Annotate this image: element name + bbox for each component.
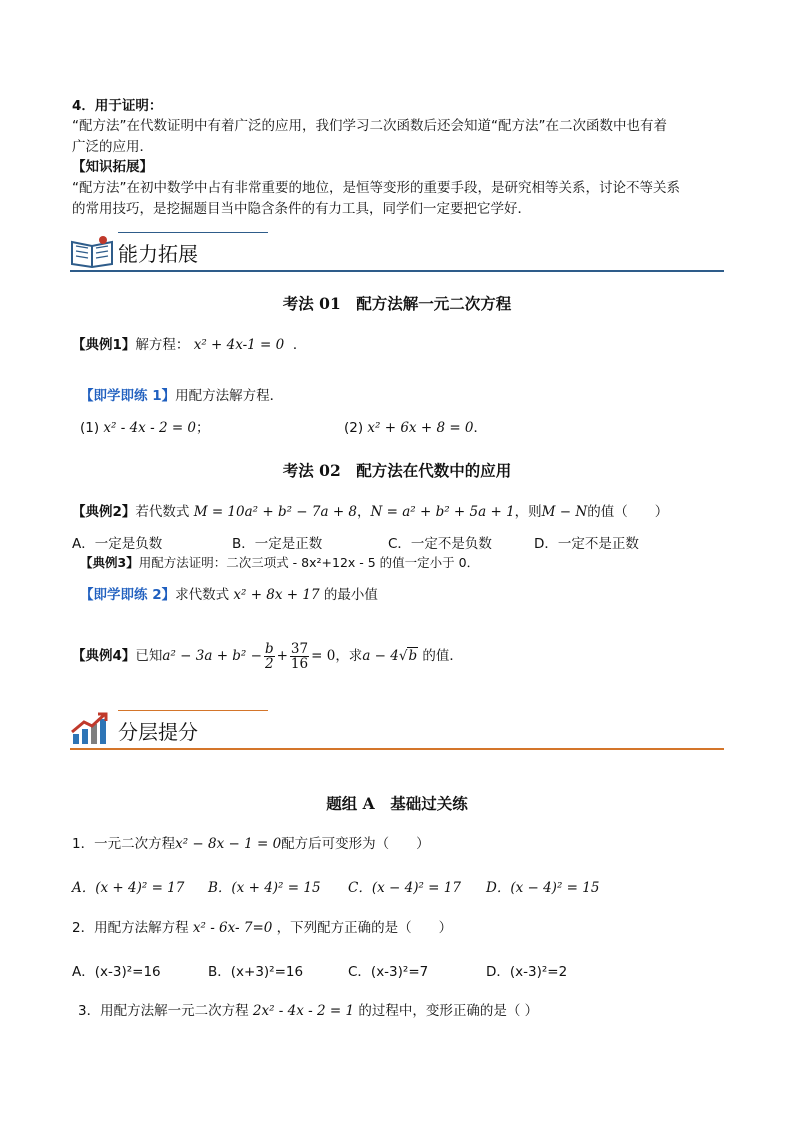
section-rule xyxy=(70,270,724,272)
example-3-text: 用配方法证明：二次三项式 - 8x²+12x - 5 的值一定小于 0． xyxy=(138,555,480,570)
part2-label: (2) xyxy=(344,420,364,436)
question-1-equation: x² − 8x − 1 = 0 xyxy=(175,836,282,852)
question-1-option-b: B．(x + 4)² = 15 xyxy=(208,880,321,896)
practice-1 xyxy=(80,386,283,406)
ext-text-line2: 的常用技巧，是挖掘题目当中隐含条件的有力工具，同学们一定要把它学好． xyxy=(72,201,531,217)
practice-2-tail: 的最小值 xyxy=(323,587,378,603)
question-2-equation: x² - 6x- 7=0 xyxy=(192,920,273,936)
fraction-b-over-2: $\frac{b}{2}$ xyxy=(264,640,274,672)
part2-tail: ． xyxy=(473,420,488,436)
question-2-suffix: ，下列配方正确的是（ ） xyxy=(276,920,453,936)
example-2-text-c: 的值（ ） xyxy=(587,504,669,520)
question-2-prefix: 2．用配方法解方程 xyxy=(72,920,189,936)
example-4-text-b: ，求 xyxy=(335,648,363,664)
question-1-option-d: D．(x − 4)² = 15 xyxy=(486,880,600,896)
section-rule xyxy=(70,748,724,750)
item4-text-line1: “配方法”在代数证明中有着广泛的应用，我们学习二次函数后还会知道“配方法”在二次函数中也有着 xyxy=(72,118,667,134)
part1-label: (1) xyxy=(80,420,100,436)
open-book-icon xyxy=(70,234,114,268)
question-2 xyxy=(72,918,452,938)
section-top-line xyxy=(118,710,268,711)
example-2 xyxy=(72,502,668,522)
section-ability-extension xyxy=(70,232,724,272)
example-4-equation-start: a² − 3a + b² − xyxy=(162,648,262,664)
sqrt-argument: b xyxy=(408,648,418,664)
question-2-option-b: B．(x+3)²=16 xyxy=(208,964,304,980)
example-2-option-a: A．一定是负数 xyxy=(72,536,163,552)
practice-2 xyxy=(80,585,378,605)
section-top-line xyxy=(118,232,268,233)
practice-1-text: 用配方法解方程． xyxy=(175,388,284,404)
example-1-tail: ． xyxy=(292,337,307,353)
practice-1-part2 xyxy=(344,418,487,438)
question-1 xyxy=(72,834,430,854)
plus-sign: + xyxy=(276,648,288,664)
question-3-suffix: 的过程中，变形正确的是（ ） xyxy=(358,1003,539,1019)
question-1-option-a: A．(x + 4)² = 17 xyxy=(72,880,185,896)
example-3-tag: 【典例3】 xyxy=(80,555,139,570)
example-1-text: 解方程： xyxy=(135,337,190,353)
part2-equation: x² + 6x + 8 = 0 xyxy=(367,420,474,436)
question-1-option-c: C．(x − 4)² = 17 xyxy=(348,880,461,896)
example-2-text-a: 若代数式 xyxy=(135,504,190,520)
example-2-option-b: B．一定是正数 xyxy=(232,536,323,552)
expression-n: N = a² + b² + 5a + 1 xyxy=(370,504,515,520)
knowledge-extension-title: 【知识拓展】 xyxy=(72,159,153,175)
example-4-text: 已知 xyxy=(135,648,163,664)
kaofa-01-title: 考法 01 配方法解一元二次方程 xyxy=(282,294,512,313)
example-4-equation-end: = 0 xyxy=(311,648,336,664)
example-2-tag: 【典例2】 xyxy=(72,504,136,520)
question-2-option-c: C．(x-3)²=7 xyxy=(348,964,429,980)
question-1-prefix: 1．一元二次方程 xyxy=(72,836,176,852)
example-2-text-b: ，则 xyxy=(514,504,542,520)
example-1 xyxy=(72,335,306,355)
section-layered-improvement xyxy=(70,710,724,750)
kaofa-02-title: 考法 02 配方法在代数中的应用 xyxy=(282,461,512,480)
group-a-title: 题组 A 基础过关练 xyxy=(326,794,468,813)
example-4-expression: a − 4 xyxy=(362,648,399,664)
practice-2-expression: x² + 8x + 17 xyxy=(233,587,320,603)
example-4-text-c: 的值． xyxy=(422,648,463,664)
practice-1-tag: 【即学即练 1】 xyxy=(80,388,176,404)
item4-title: 4．用于证明： xyxy=(72,98,163,114)
question-3-prefix: 3．用配方法解一元二次方程 xyxy=(78,1003,249,1019)
example-2-option-c: C．一定不是负数 xyxy=(388,536,492,552)
example-2-option-d: D．一定不是正数 xyxy=(534,536,639,552)
part1-tail: ； xyxy=(196,420,210,436)
example-4-tag: 【典例4】 xyxy=(72,648,136,664)
expression-m: M = 10a² + b² − 7a + 8 xyxy=(193,504,358,520)
question-3-equation: 2x² - 4x - 2 = 1 xyxy=(252,1003,355,1019)
fraction-37-over-16: $\frac{37}{16}$ xyxy=(290,640,309,672)
question-2-option-a: A．(x-3)²=16 xyxy=(72,964,161,980)
question-3 xyxy=(78,1001,538,1021)
section-title: 能力拓展 xyxy=(118,242,198,266)
example-3 xyxy=(80,553,479,573)
question-2-option-d: D．(x-3)²=2 xyxy=(486,964,568,980)
practice-1-part1 xyxy=(80,418,210,438)
example-2-sep: ， xyxy=(357,504,371,520)
item4-text-line2: 广泛的应用． xyxy=(72,139,153,155)
example-4 xyxy=(72,638,463,674)
expression-m-minus-n: M − N xyxy=(541,504,588,520)
ext-text-line1: “配方法”在初中数学中占有非常重要的地位，是恒等变形的重要手段，是研究相等关系，讨论不等关系 xyxy=(72,180,680,196)
question-1-suffix: 配方后可变形为（ ） xyxy=(281,836,430,852)
sqrt-sign: √ xyxy=(398,648,408,664)
example-1-tag: 【典例1】 xyxy=(72,337,136,353)
section-title: 分层提分 xyxy=(118,720,198,744)
part1-equation: x² - 4x - 2 = 0 xyxy=(103,420,197,436)
practice-2-text: 求代数式 xyxy=(175,587,230,603)
practice-2-tag: 【即学即练 2】 xyxy=(80,587,176,603)
bar-chart-growth-icon xyxy=(70,712,110,746)
example-1-equation: x² + 4x-1 = 0 xyxy=(193,337,285,353)
